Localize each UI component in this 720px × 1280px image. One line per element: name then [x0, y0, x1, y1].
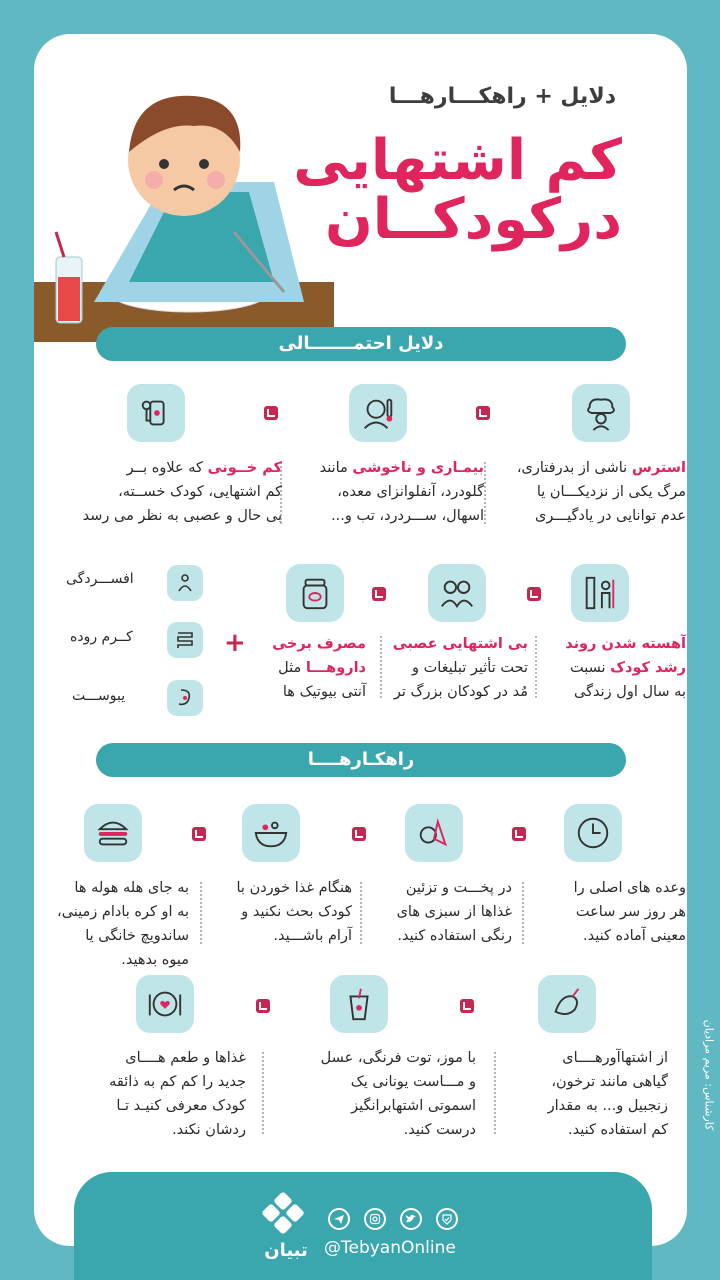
smoothie-icon [330, 975, 388, 1033]
intestine-icon [167, 622, 203, 658]
title-line-2: درکودکــان [324, 186, 622, 252]
divider [262, 1052, 264, 1134]
arrow-icon [372, 587, 386, 601]
extra-cause-worms: کــرم روده [70, 629, 133, 645]
title-line-1: کم اشتهایی [293, 128, 622, 193]
divider [535, 636, 537, 698]
constipation-icon [167, 680, 203, 716]
solutions-section-header [96, 743, 626, 777]
extra-cause-depression: افســـردگی [66, 571, 134, 587]
cause-anemia: کم خــونی که علاوه بــر کم اشتهایی، کودک خســته، بی حال و عصبی به نظر می رسد [82, 460, 282, 524]
boy-illustration [34, 82, 334, 342]
growth-height-icon [571, 564, 629, 622]
divider [200, 882, 202, 944]
divider [380, 636, 382, 698]
cause-anorexia: بی اشتهایی عصبی تحت تأثیر تبلیغات و مُد در کودکان بزرگ تر [392, 636, 528, 700]
subtitle: دلایل + راهکـــارهـــا [388, 84, 616, 109]
aparat-icon[interactable] [436, 1208, 458, 1230]
bowl-icon [242, 804, 300, 862]
sick-child-icon [349, 384, 407, 442]
medicine-bottle-icon [286, 564, 344, 622]
depression-icon [167, 565, 203, 601]
ginger-icon [538, 975, 596, 1033]
solution-new-flavors: غذاها و طعم هــــای جدید را کم کم به ذائقه کودک معرفی کنیـد تـا ردشان نکند. [109, 1050, 246, 1138]
plate-heart-icon [136, 975, 194, 1033]
causes-section-header [96, 327, 626, 361]
expert-credit: کارشناس: مریم مرادیان [702, 1019, 716, 1131]
solution-herbal-appetizers: از اشتهاآورهــــای گیاهی مانند ترخون، زنجبیل و... به مقدار کم استفاده کنید. [547, 1050, 668, 1138]
footer [74, 1172, 652, 1280]
vegetables-icon [405, 804, 463, 862]
divider [360, 882, 362, 944]
children-icon [428, 564, 486, 622]
divider [484, 462, 486, 524]
solutions-section-label: راهکـارهــــا [307, 749, 415, 770]
stress-icon [572, 384, 630, 442]
plus-sign: + [224, 628, 246, 658]
solution-healthy-snacks: به جای هله هوله ها به او کره بادام زمینی، ساندویچ خانگی یا میوه بدهید. [57, 880, 189, 968]
instagram-icon[interactable] [364, 1208, 386, 1230]
tebyan-logo [256, 1192, 316, 1240]
arrow-icon [264, 406, 278, 420]
arrow-icon [476, 406, 490, 420]
page-title [293, 128, 622, 252]
arrow-icon [512, 827, 526, 841]
telegram-icon[interactable] [328, 1208, 350, 1230]
arrow-icon [352, 827, 366, 841]
causes-section-label: دلایل احتمـــــــالی [278, 333, 444, 354]
clock-icon [564, 804, 622, 862]
cause-medications: مصرف برخی داروهـــا مثل آنتی بیوتیک ها [272, 636, 366, 700]
arrow-icon [192, 827, 206, 841]
twitter-icon[interactable] [400, 1208, 422, 1230]
burger-icon [84, 804, 142, 862]
solution-smoothie: با موز، توت فرنگی، عسل و مـــاست یونانی یک اسموتی اشتهابرانگیز درست کنید. [320, 1050, 476, 1138]
arrow-icon [256, 999, 270, 1013]
solution-regular-meals: وعده های اصلی را هر روز سر ساعت معینی آماده کنید. [573, 880, 686, 944]
blood-test-icon [127, 384, 185, 442]
extra-cause-constipation: یبوســـت [72, 688, 126, 704]
solution-calm-meals: هنگام غذا خوردن با کودک بحث نکنید و آرام باشـــید. [236, 880, 352, 944]
divider [522, 882, 524, 944]
cause-slow-growth: آهسته شدن روند رشد کودک نسبت به سال اول زندگی [565, 636, 686, 700]
arrow-icon [460, 999, 474, 1013]
cause-illness: بیمـاری و ناخوشی مانند گلودرد، آنفلوانزای معده، اسهال، ســـردرد، تب و... [319, 460, 484, 524]
tebyan-brand: تبیان [264, 1240, 308, 1261]
arrow-icon [527, 587, 541, 601]
cause-stress: استرس ناشی از بدرفتاری، مرگ یکی از نزدیکـــان یا عدم توانایی در یادگیـــری [516, 460, 686, 524]
solution-colorful-veggies: در پخـــت و تزئین غذاها از سبزی های رنگی استفاده کنید. [396, 880, 512, 944]
social-handle[interactable]: @TebyanOnline [324, 1238, 456, 1258]
divider [494, 1052, 496, 1134]
